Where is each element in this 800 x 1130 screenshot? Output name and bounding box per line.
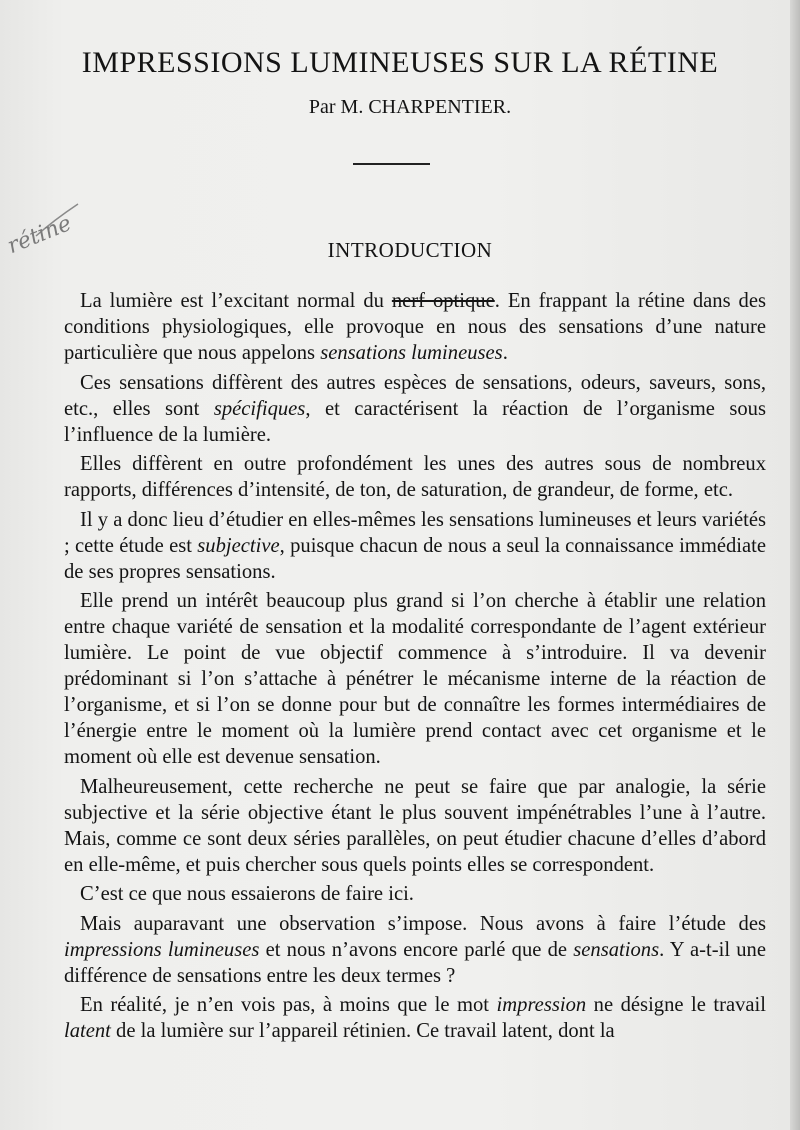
- body-paragraph: [64, 774, 766, 878]
- text-run: Ces sensations diffèrent des autres espèces de sensations, odeurs, saveurs, sons, etc., elles sont: [64, 371, 766, 420]
- text-run: , et caractérisent la réaction de l’organisme sous l’influence de la lumière.: [64, 397, 766, 446]
- body-paragraph: [64, 451, 766, 503]
- italic-phrase: impressions lumineuses: [64, 938, 260, 961]
- text-run: Elles diffèrent en outre profondément les unes des autres sous de nombreux rapports, différences d’intensité, de ton, de saturation, de grandeur, de forme, etc.: [64, 453, 766, 501]
- italic-phrase: sensations lumineuses: [320, 342, 503, 364]
- struck-phrase: nerf optique: [391, 290, 495, 312]
- body-paragraph: [64, 992, 766, 1044]
- italic-phrase: sensations: [573, 938, 660, 961]
- author-byline: Par M. CHARPENTIER.: [308, 96, 512, 118]
- body-paragraph: [64, 288, 766, 366]
- text-run: . En frappant la rétine dans des conditions physiologiques, elle provoque en nous des sensations d’une nature particulière que nous appelons: [64, 290, 766, 364]
- body-paragraph: [64, 881, 766, 907]
- text-run: Elle prend un intérêt beaucoup plus grand si l’on cherche à établir une relation entre chaque variété de sensation et la modalité correspondante de l’agent extérieur lumière. Le point de vue objectif commence à s’introduire. Il va devenir prédominant si l’on s’attache à pénétrer le mécanisme interne de la réaction de l’organisme, et si l’on se donne pour but de connaître les formes intermédiaires de l’énergie entre le moment où la lumière prend contact avec cet organisme et le moment où elle est devenue sensation.: [64, 590, 766, 768]
- text-run: La lumière est l’excitant normal du: [80, 290, 392, 312]
- text-run: et nous n’avons encore parlé que de: [259, 938, 574, 961]
- body-paragraph: [64, 507, 766, 585]
- section-heading: INTRODUCTION: [327, 238, 493, 262]
- text-run: Il y a donc lieu d’étudier en elles-mêmes les sensations lumineuses et leurs variétés ; cette étude est: [64, 508, 766, 557]
- text-run: Mais auparavant une observation s’impose. Nous avons à faire l’étude des: [80, 912, 766, 935]
- page-gutter-shadow: [790, 0, 800, 1130]
- italic-phrase: spécifiques: [213, 397, 306, 420]
- article-title: IMPRESSIONS LUMINEUSES SUR LA RÉTINE: [81, 46, 719, 80]
- italic-phrase: impression: [496, 994, 587, 1016]
- text-run: ne désigne le travail: [586, 994, 767, 1016]
- text-run: de la lumière sur l’appareil rétinien. Ce travail latent, dont la: [110, 1020, 615, 1042]
- handwritten-margin-note: rétine: [4, 211, 76, 260]
- text-run: , puisque chacun de nous a seul la connaissance immédiate de ses propres sensations.: [64, 534, 766, 583]
- text-run: .: [502, 342, 508, 364]
- text-run: Malheureusement, cette recherche ne peut se faire que par analogie, la série subjective et la série objective étant le plus souvent impénétrables l’une à l’autre. Mais, comme ce sont deux séries parallèles, on peut étudier chacune d’elles d’abord en elle-même, et puis chercher sous quels points elles se correspondent.: [64, 775, 766, 876]
- article-body: [64, 288, 766, 1044]
- body-paragraph: [64, 588, 766, 770]
- text-run: . Y a-t-il une différence de sensations entre les deux termes ?: [64, 938, 766, 987]
- title-separator-rule: [353, 163, 430, 165]
- italic-phrase: subjective: [197, 534, 280, 557]
- italic-phrase: latent: [64, 1020, 111, 1042]
- text-run: En réalité, je n’en vois pas, à moins que le mot: [80, 994, 497, 1016]
- body-paragraph: [64, 370, 766, 448]
- text-run: C’est ce que nous essaierons de faire ici.: [80, 883, 414, 905]
- body-paragraph: [64, 911, 766, 989]
